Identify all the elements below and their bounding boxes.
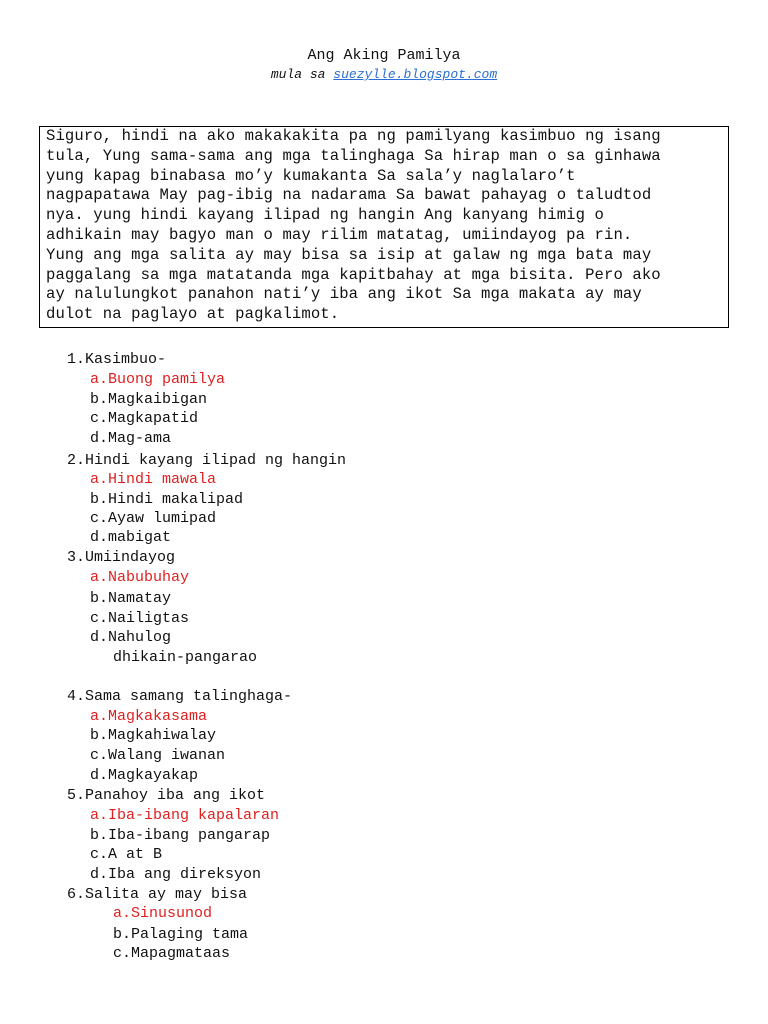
- question-5-option-a: a.Iba-ibang kapalaran: [90, 807, 280, 824]
- question-6: 6.Salita ay may bisa: [67, 886, 248, 903]
- question-1-option-a: a.Buong pamilya: [90, 371, 226, 388]
- source-link[interactable]: suezylle.blogspot.com: [333, 67, 498, 82]
- question-5-option-d: d.Iba ang direksyon: [90, 866, 262, 883]
- question-2: 2.Hindi kayang ilipad ng hangin: [67, 452, 347, 469]
- subtitle-prefix: mula sa: [270, 67, 334, 82]
- poem-box: [39, 126, 729, 328]
- question-4-option-c: c.Walang iwanan: [90, 747, 226, 764]
- question-1-option-d: d.Mag-ama: [90, 430, 172, 447]
- poem-line: ay nalulungkot panahon nati’y iba ang ikot Sa mga makata ay may: [46, 285, 642, 304]
- question-2-option-d: d.mabigat: [90, 529, 172, 546]
- question-3-option-d: d.Nahulog: [90, 629, 172, 646]
- question-6-option-b: b.Palaging tama: [113, 926, 249, 943]
- question-4-option-b: b.Magkahiwalay: [90, 727, 217, 744]
- question-4-option-d: d.Magkayakap: [90, 767, 199, 784]
- poem-line: Yung ang mga salita ay may bisa sa isip at galaw ng mga bata may: [46, 245, 652, 264]
- poem-line: nya. yung hindi kayang ilipad ng hangin Ang kanyang himig o: [46, 206, 605, 225]
- question-1: 1.Kasimbuo-: [67, 351, 167, 368]
- question-3-option-c: c.Nailigtas: [90, 610, 190, 627]
- question-6-option-a: a.Sinusunod: [113, 905, 213, 922]
- question-4-option-a: a.Magkakasama: [90, 708, 208, 725]
- question-6-option-c: c.Mapagmataas: [113, 945, 231, 962]
- poem-line: nagpapatawa May pag-ibig na nadarama Sa bawat pahayag o taludtod: [46, 186, 652, 205]
- poem-line: tula, Yung sama-sama ang mga talinghaga Sa hirap man o sa ginhawa: [46, 146, 661, 165]
- document-subtitle: [0, 66, 768, 84]
- poem-line: paggalang sa mga matatanda mga kapitbahay at mga bisita. Pero ako: [46, 265, 661, 284]
- question-5-option-c: c.A at B: [90, 846, 163, 863]
- question-5: 5.Panahoy iba ang ikot: [67, 787, 266, 804]
- document-title: Ang Aking Pamilya: [307, 47, 461, 64]
- poem-line: adhikain may bagyo man o may rilim matatag, umiindayog pa rin.: [46, 225, 633, 244]
- question-3-option-a: a.Nabubuhay: [90, 569, 190, 586]
- question-2-option-b: b.Hindi makalipad: [90, 491, 244, 508]
- question-4: 4.Sama samang talinghaga-: [67, 688, 293, 705]
- question-3-option-b: b.Namatay: [90, 590, 172, 607]
- question-1-option-b: b.Magkaibigan: [90, 391, 208, 408]
- question-3-note: dhikain-pangarao: [113, 649, 258, 666]
- question-5-option-b: b.Iba-ibang pangarap: [90, 827, 271, 844]
- question-2-option-c: c.Ayaw lumipad: [90, 510, 217, 527]
- poem-line: dulot na paglayo at pagkalimot.: [46, 305, 340, 324]
- question-2-option-a: a.Hindi mawala: [90, 471, 217, 488]
- poem-line: yung kapag binabasa mo’y kumakanta Sa sala’y naglalaro’t: [46, 166, 576, 185]
- question-3: 3.Umiindayog: [67, 549, 176, 566]
- poem-line: Siguro, hindi na ako makakakita pa ng pamilyang kasimbuo ng isang: [46, 127, 661, 145]
- question-1-option-c: c.Magkapatid: [90, 410, 199, 427]
